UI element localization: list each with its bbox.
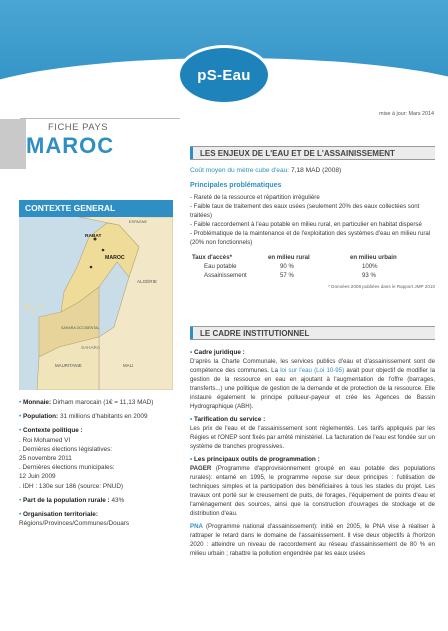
pna-text: (Programme national d'assainissement): initié en 2005, le PNA vise à réaliser à rattraper le retard dans le domaine de l'assainissement. Il vise deux objectifs à l'horizon 2020 : atteindre un niveau de raccordement au réseau d'assainissement de 80 % en milieu urbain ; rabattre la pollution engendrée par les eaux usées bbox=[190, 523, 435, 557]
map-label-sahara-occidental: SAHARA OCCIDENTAL bbox=[61, 326, 100, 330]
map-label-espagne: ESPAGNE bbox=[129, 220, 148, 224]
problem-item: - Faible taux de traitement des eaux usées (seulement 20% des eaux collectées sont traitées) bbox=[190, 203, 420, 219]
context-details bbox=[19, 398, 173, 533]
monnaie-label: Monnaie: bbox=[23, 399, 52, 406]
table-cell: 93 % bbox=[362, 272, 376, 279]
politique-line: 12 Juin 2009 bbox=[19, 473, 56, 481]
cadre-title: LE CADRE INSTITUTIONNEL bbox=[200, 329, 310, 338]
cout-line bbox=[190, 166, 435, 175]
ps-eau-logo bbox=[177, 45, 271, 105]
rural-value: 43% bbox=[111, 496, 125, 504]
table-cell: Assainissement bbox=[204, 272, 247, 279]
enjeux-heading bbox=[190, 146, 435, 160]
update-date: mise à jour: Mars 2014 bbox=[379, 111, 434, 117]
monnaie-value: Dirham marocain (1€ = 11,13 MAD) bbox=[52, 399, 154, 406]
politique-line: 25 novembre 2011 bbox=[19, 455, 72, 463]
table-cell: 100% bbox=[362, 263, 378, 270]
politique-item: • Contexte politique : . Roi Mohamed VI . Dernières élections législatives: 25 novembre 2011 . Dernières élections municipales: 12 Juin 2009 . IDH : 130e sur 186 (source: PNUD) bbox=[19, 426, 173, 490]
map-label-mauritanie: MAURITANIE bbox=[55, 363, 82, 368]
tarif-paragraph: Les prix de l'eau et de l'assainissement sont réglementés. Les tarifs appliqués par les Régies et l'ONEP sont fixés par arrêté ministériel. La facturation de l'eau est fondée sur un système de tranches progressives. bbox=[190, 425, 435, 450]
country-map bbox=[19, 217, 173, 390]
outils-title: Les principaux outils de programmation : bbox=[194, 456, 320, 463]
cout-value: 7,18 MAD (2008) bbox=[290, 167, 342, 174]
table-note: * Données 2008 publiées dans le Rapport JMP 2010 bbox=[328, 284, 435, 289]
access-table bbox=[190, 253, 430, 280]
problem-item: - Faible raccordement à l'eau potable en milieu rural, en particulier en habitat dispersé bbox=[190, 221, 422, 228]
juridique-post: avait pour objectif de modifier la gestion de la ressource en eau en ajoutant à l'augmentation de l'offre (barrages, transferts...) une politique de gestion de la demande et de protection de la ressource. Elle instaure également le principe pollueur-payeur et crée les Agences de Bassin Hydrographique (ABH). bbox=[190, 367, 436, 410]
tarif-heading: • Tarification du service : bbox=[190, 416, 266, 423]
fiche-pays-band bbox=[20, 118, 180, 133]
map-label-rabat: RABAT bbox=[85, 234, 102, 239]
fiche-side-bar bbox=[0, 119, 26, 169]
orga-label: Organisation territoriale: bbox=[23, 511, 98, 519]
juridique-paragraph bbox=[190, 357, 435, 411]
politique-line: . Dernières élections municipales: bbox=[19, 464, 115, 472]
problems-title: Principales problématiques bbox=[190, 182, 282, 189]
enjeux-title: LES ENJEUX DE L'EAU ET DE L'ASSAINISSEMENT bbox=[200, 149, 395, 158]
map-label-maroc: MAROC bbox=[105, 255, 125, 261]
page-title: MAROC bbox=[26, 133, 115, 158]
monnaie-item: • Monnaie: Dirham marocain (1€ = 11,13 MAD) bbox=[19, 399, 154, 406]
table-header-row bbox=[190, 253, 430, 262]
juridique-title: Cadre juridique : bbox=[194, 349, 245, 356]
pna-label: PNA bbox=[190, 523, 203, 530]
population-item: • Population: 31 millions d'habitants en 2009 bbox=[19, 413, 148, 421]
table-cell: Eau potable bbox=[204, 263, 237, 270]
cadre-body bbox=[190, 348, 435, 562]
rural-label: Part de la population rurale : bbox=[23, 496, 110, 504]
population-label: Population: bbox=[23, 413, 59, 421]
pna-paragraph bbox=[190, 522, 435, 558]
problem-item: - Rareté de la ressource et répartition irrégulière bbox=[190, 194, 320, 201]
orga-value: Régions/Provinces/Communes/Douars bbox=[19, 520, 130, 528]
politique-line: . Dernières élections législatives: bbox=[19, 445, 113, 453]
loi-eau-link[interactable]: loi sur l'eau (Loi 10-95) bbox=[280, 367, 345, 374]
table-cell: 90 % bbox=[280, 263, 294, 270]
politique-line: . IDH : 130e sur 186 (source: PNUD) bbox=[19, 482, 124, 490]
orga-item: • Organisation territoriale: Régions/Provinces/Communes/Douars bbox=[19, 510, 173, 528]
pager-paragraph bbox=[190, 464, 435, 518]
table-header: en milieu urbain bbox=[350, 254, 397, 261]
table-row bbox=[190, 271, 430, 280]
cout-label: Coût moyen du mètre cube d'eau: bbox=[190, 167, 290, 174]
rural-item: • Part de la population rurale : 43% bbox=[19, 496, 125, 504]
problem-item: - Problématique de la maintenance et de l'exploitation des systèmes d'eau en milieu rural (20% non fonctionnels) bbox=[190, 230, 431, 246]
map-label-mali: MALI bbox=[123, 363, 134, 368]
cadre-heading bbox=[190, 326, 435, 340]
tarif-title: Tarification du service : bbox=[194, 416, 266, 423]
enjeux-body bbox=[190, 166, 435, 291]
logo-text: pS-Eau bbox=[197, 66, 251, 84]
table-cell: 57 % bbox=[280, 272, 294, 279]
politique-label: Contexte politique : bbox=[23, 427, 83, 435]
politique-line: . Roi Mohamed VI bbox=[19, 436, 71, 444]
map-label-algerie: ALGÉRIE bbox=[137, 279, 157, 284]
table-row bbox=[190, 262, 430, 271]
map-label-sahara: SAHARA bbox=[81, 345, 100, 350]
map-graphic bbox=[19, 217, 173, 390]
fiche-label: FICHE PAYS bbox=[48, 122, 109, 133]
context-heading: CONTEXTE GENERAL bbox=[19, 200, 173, 217]
outils-heading: • Les principaux outils de programmation : bbox=[190, 456, 320, 463]
juridique-pre: D'après la Charte Communale, les services publics d'eau et d'assainissement sont de compétence des communes. La bbox=[190, 358, 435, 374]
table-header: en milieu rural bbox=[268, 254, 310, 261]
pager-label: PAGER bbox=[190, 465, 212, 472]
table-header: Taux d'accès* bbox=[192, 254, 232, 261]
pager-text: (Programme d'approvisionnement groupé en eau potable des populations rurales): entamé en 1995, le programme repose sur deux principes : l'utilisation de techniques simples et la participation des bénéficiaires à tous les stades du projet. Les travaux ont porté sur le creusement de puits, de forages, l'équipement de points d'eau et l'aménagement des sources, ainsi que la construction d'ouvrages de stockage et de distribution d'eau. bbox=[190, 465, 435, 517]
juridique-heading: • Cadre juridique : bbox=[190, 349, 245, 356]
population-value: 31 millions d'habitants en 2009 bbox=[59, 413, 148, 421]
